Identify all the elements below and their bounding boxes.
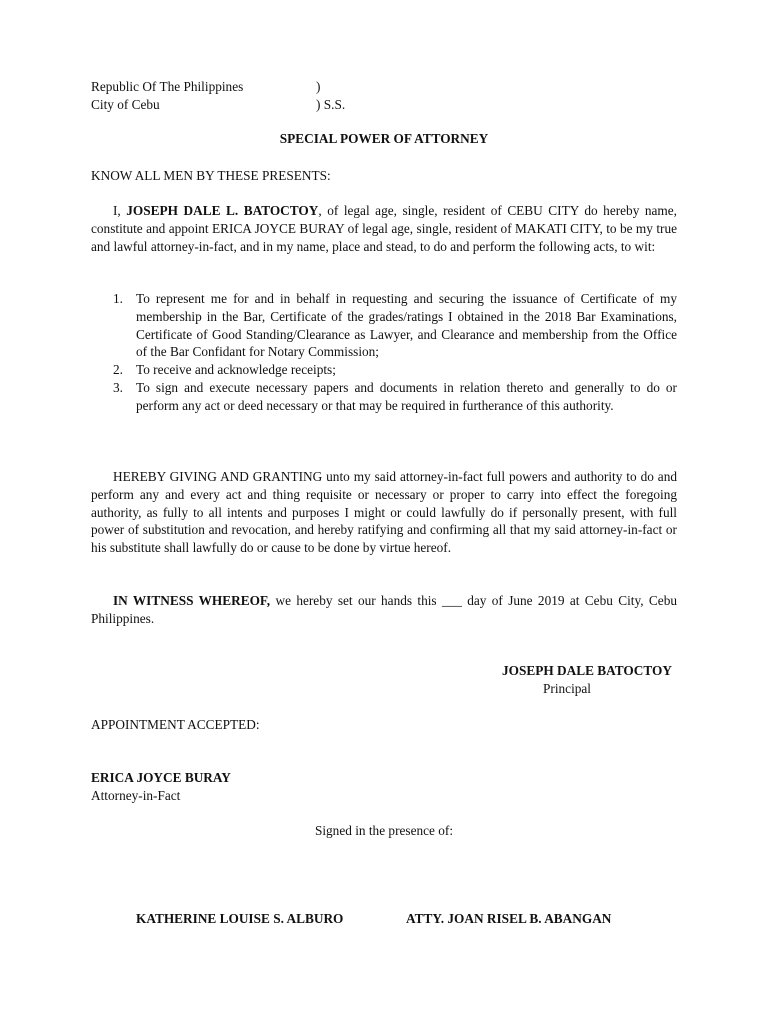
witness-heading: Signed in the presence of: xyxy=(314,823,454,838)
list-item-text: To receive and acknowledge receipts; xyxy=(136,362,336,378)
list-item-number: 3. xyxy=(113,379,123,395)
acts-list xyxy=(91,290,677,415)
para1-body: , of legal age, single, resident of CEBU CITY do hereby name, constitute and appoint ERICA JOYCE BURAY of legal age, single, resident of MAKATI CITY, to be my true and lawful attorney-in-fact, and in my name, place and stead, to do and perform the following acts, to wit: xyxy=(91,203,678,254)
list-item-text: To sign and execute necessary papers and documents in relation thereto and generally to do or perform any act or deed necessary or that may be required in furtherance of this authority. xyxy=(136,379,677,413)
para1-lead: I, xyxy=(113,203,127,218)
witness-whereof-paragraph xyxy=(91,592,677,628)
principal-role: Principal xyxy=(543,681,592,696)
attorney-signature-name: ERICA JOYCE BURAY xyxy=(91,770,231,785)
appointment-accepted-label: APPOINTMENT ACCEPTED: xyxy=(91,717,260,732)
caption-republic: Republic Of The Philippines xyxy=(91,79,244,94)
witness-whereof-lead: IN WITNESS WHEREOF, xyxy=(113,593,271,608)
principal-full-name: JOSEPH DALE L. BATOCTOY xyxy=(126,203,319,218)
attorney-role: Attorney-in-Fact xyxy=(91,788,181,803)
list-item-number: 2. xyxy=(113,362,123,378)
caption-paren-1: ) xyxy=(316,79,321,94)
list-item xyxy=(91,379,677,415)
granting-paragraph: HEREBY GIVING AND GRANTING unto my said attorney-in-fact full powers and authority to do and perform any and every act and thing requisite or necessary or proper to carry into effect the foregoing authority, as fully to all intents and purposes I might or could lawfully do if personally present, with full power of substitution and revocation, and hereby ratifying and confirming all that my said attorney-in-fact or his substitute shall lawfully do or cause to be done by virtue hereof. xyxy=(91,469,677,556)
list-item xyxy=(91,361,677,379)
opening-line: KNOW ALL MEN BY THESE PRESENTS: xyxy=(91,168,331,183)
list-item xyxy=(91,290,677,361)
list-item-text: To represent me for and in behalf in requesting and securing the issuance of Certificate of my membership in the Bar, Certificate of the grades/ratings I obtained in the 2018 Bar Examinations, Certificate of Good Standing/Clearance as Lawyer, and Clearance and membership from the Office of the Bar Confidant for Notary Commission; xyxy=(136,291,677,360)
caption-ss: ) S.S. xyxy=(316,97,346,112)
document-title: SPECIAL POWER OF ATTORNEY xyxy=(279,131,489,146)
caption-city: City of Cebu xyxy=(91,97,160,112)
list-item-number: 1. xyxy=(113,291,123,306)
witness-name-1: KATHERINE LOUISE S. ALBURO xyxy=(136,911,344,926)
witness-name-2: ATTY. JOAN RISEL B. ABANGAN xyxy=(406,911,612,926)
principal-signature-name: JOSEPH DALE BATOCTOY xyxy=(502,663,672,678)
appointment-paragraph xyxy=(91,202,677,255)
witness-whereof-body: we hereby set our hands this ___ day of June 2019 at Cebu City, Cebu Philippines. xyxy=(91,593,677,626)
